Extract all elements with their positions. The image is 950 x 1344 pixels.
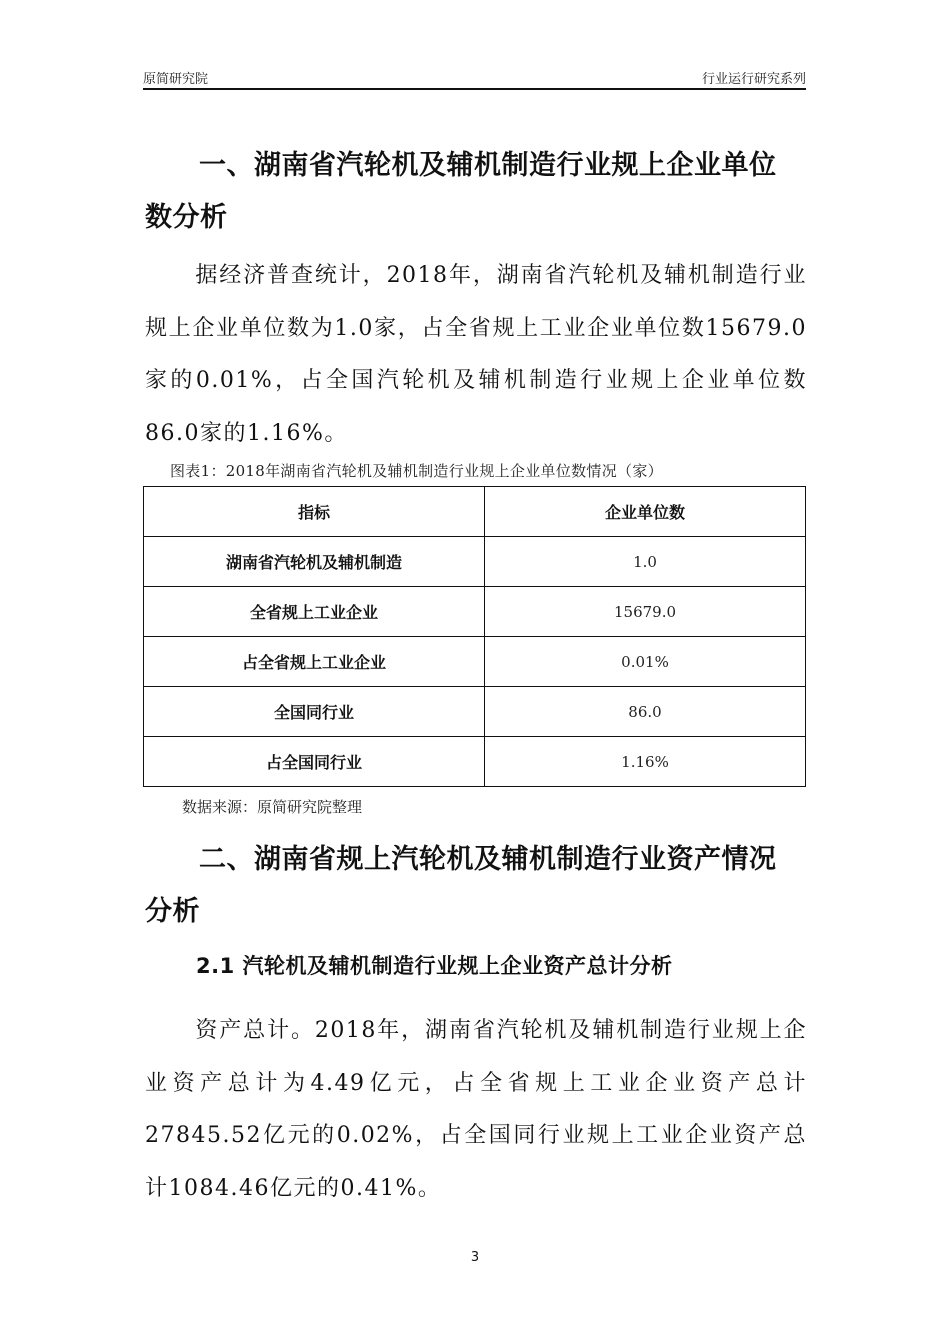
section2-paragraph-text: 资产总计。2018年，湖南省汽轮机及辅机制造行业规上企业资产总计为4.49亿元，占全省规上工业企业资产总计27845.52亿元的0.02%，占全国同行业规上工业企业资产总计1084.46亿元的0.41%。 bbox=[145, 1018, 807, 1201]
section1-heading-line2: 数分析 bbox=[145, 202, 228, 233]
enterprise-count-table bbox=[143, 486, 806, 787]
column-header-indicator: 指标 bbox=[144, 487, 485, 537]
table-source-note: 数据来源：原简研究院整理 bbox=[182, 798, 363, 816]
section1-heading-prefix: 一、 bbox=[199, 150, 254, 181]
row-value: 15679.0 bbox=[485, 587, 806, 637]
section2-1-subheading: 2.1 汽轮机及辅机制造行业规上企业资产总计分析 bbox=[196, 954, 673, 978]
section2-heading bbox=[145, 834, 807, 938]
section1-paragraph-text: 据经济普查统计，2018年，湖南省汽轮机及辅机制造行业规上企业单位数为1.0家，占全省规上工业企业单位数15679.0家的0.01%，占全国汽轮机及辅机制造行业规上企业单位数86.0家的1.16%。 bbox=[145, 263, 807, 446]
table-row bbox=[144, 637, 806, 687]
row-value: 0.01% bbox=[485, 637, 806, 687]
header-series-name: 行业运行研究系列 bbox=[701, 72, 806, 87]
page-number: 3 bbox=[470, 1250, 480, 1265]
header-org-name: 原简研究院 bbox=[143, 72, 209, 87]
section2-heading-prefix: 二、 bbox=[199, 844, 254, 875]
row-label: 占全省规上工业企业 bbox=[144, 637, 485, 687]
row-value: 1.16% bbox=[485, 737, 806, 787]
row-label: 全省规上工业企业 bbox=[144, 587, 485, 637]
row-label: 占全国同行业 bbox=[144, 737, 485, 787]
table-header-row bbox=[144, 487, 806, 537]
table-row bbox=[144, 737, 806, 787]
row-label: 全国同行业 bbox=[144, 687, 485, 737]
table-caption: 图表1：2018年湖南省汽轮机及辅机制造行业规上企业单位数情况（家） bbox=[170, 462, 663, 480]
table-row bbox=[144, 687, 806, 737]
section2-paragraph bbox=[145, 1005, 807, 1215]
column-header-count: 企业单位数 bbox=[485, 487, 806, 537]
section1-heading bbox=[145, 140, 807, 244]
page-header bbox=[143, 66, 806, 88]
section1-heading-line1: 湖南省汽轮机及辅机制造行业规上企业单位 bbox=[254, 150, 777, 181]
section2-heading-line1: 湖南省规上汽轮机及辅机制造行业资产情况 bbox=[254, 844, 777, 875]
section2-heading-line2: 分析 bbox=[145, 896, 200, 927]
section1-paragraph bbox=[145, 250, 807, 460]
header-divider bbox=[143, 88, 806, 90]
row-value: 86.0 bbox=[485, 687, 806, 737]
row-value: 1.0 bbox=[485, 537, 806, 587]
row-label: 湖南省汽轮机及辅机制造 bbox=[144, 537, 485, 587]
table-row bbox=[144, 587, 806, 637]
table-row bbox=[144, 537, 806, 587]
